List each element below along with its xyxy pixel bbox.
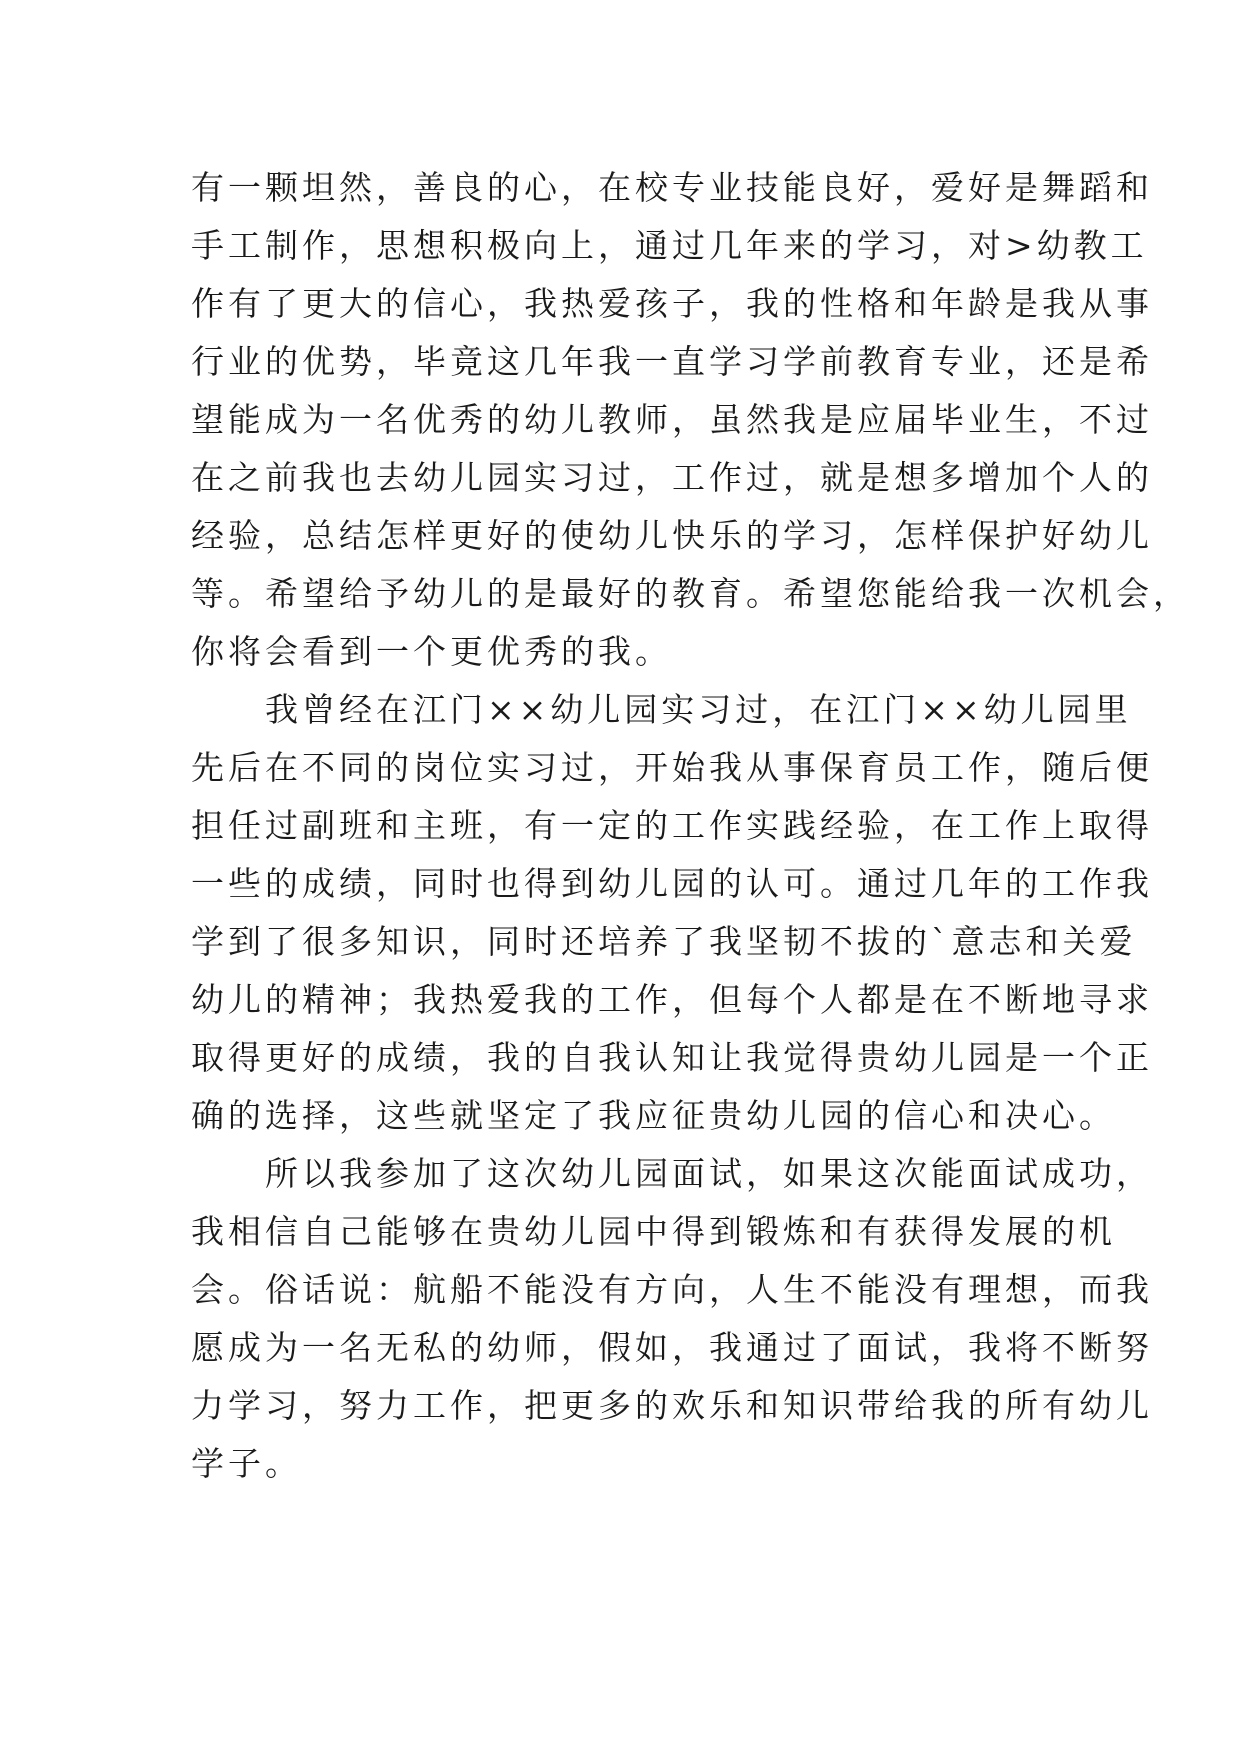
text-line: 一些的成绩，同时也得到幼儿园的认可。通过几年的工作我 <box>191 864 1153 903</box>
text-line: 愿成为一名无私的幼师，假如，我通过了面试，我将不断努 <box>191 1328 1153 1367</box>
text-line: 我曾经在江门××幼儿园实习过，在江门××幼儿园里 <box>191 690 1132 729</box>
text-line: 担任过副班和主班，有一定的工作实践经验，在工作上取得 <box>191 806 1153 845</box>
text-line: 会。俗话说：航船不能没有方向，人生不能没有理想，而我 <box>191 1270 1153 1309</box>
text-line: 等。希望给予幼儿的是最好的教育。希望您能给我一次机会， <box>191 574 1190 613</box>
text-line: 在之前我也去幼儿园实习过，工作过，就是想多增加个人的 <box>191 458 1153 497</box>
text-line: 有一颗坦然，善良的心，在校专业技能良好，爱好是舞蹈和 <box>191 168 1153 207</box>
text-line: 所以我参加了这次幼儿园面试，如果这次能面试成功， <box>191 1154 1153 1193</box>
text-line: 作有了更大的信心，我热爱孩子，我的性格和年龄是我从事 <box>191 284 1153 323</box>
text-line: 手工制作，思想积极向上，通过几年来的学习，对>幼教工 <box>191 226 1148 265</box>
text-line: 学子。 <box>191 1444 302 1483</box>
text-line: 你将会看到一个更优秀的我。 <box>191 632 672 671</box>
text-line: 经验，总结怎样更好的使幼儿快乐的学习，怎样保护好幼儿 <box>191 516 1153 555</box>
text-line: 确的选择，这些就坚定了我应征贵幼儿园的信心和决心。 <box>191 1096 1116 1135</box>
text-line: 行业的优势，毕竟这几年我一直学习学前教育专业，还是希 <box>191 342 1153 381</box>
text-line: 力学习，努力工作，把更多的欢乐和知识带给我的所有幼儿 <box>191 1386 1153 1425</box>
text-line: 取得更好的成绩，我的自我认知让我觉得贵幼儿园是一个正 <box>191 1038 1153 1077</box>
body-text <box>191 159 1190 1493</box>
text-line: 学到了很多知识，同时还培养了我坚韧不拔的`意志和关爱 <box>191 922 1137 961</box>
text-line: 望能成为一名优秀的幼儿教师，虽然我是应届毕业生，不过 <box>191 400 1153 439</box>
text-line: 幼儿的精神；我热爱我的工作，但每个人都是在不断地寻求 <box>191 980 1153 1019</box>
text-line: 我相信自己能够在贵幼儿园中得到锻炼和有获得发展的机 <box>191 1212 1116 1251</box>
text-line: 先后在不同的岗位实习过，开始我从事保育员工作，随后便 <box>191 748 1153 787</box>
